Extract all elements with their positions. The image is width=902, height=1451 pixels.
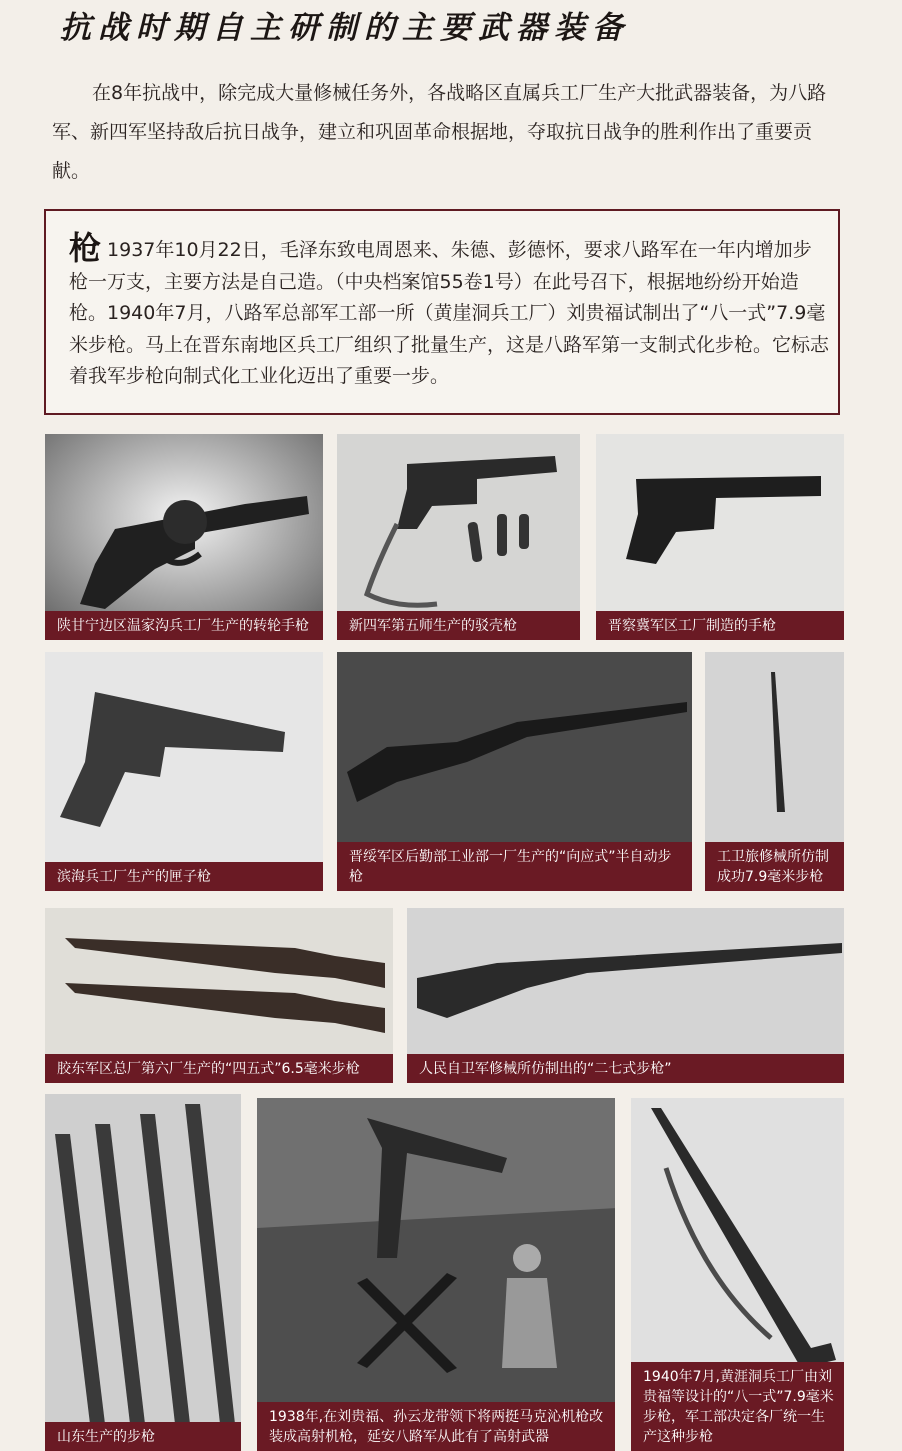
photo-caption: 陕甘宁边区温家沟兵工厂生产的转轮手枪 xyxy=(45,611,323,640)
photo-type81-rifle xyxy=(631,1098,844,1451)
photo-caption: 人民自卫军修械所仿制出的“二七式步枪” xyxy=(407,1054,844,1083)
section-heading: 枪 xyxy=(69,229,102,267)
photo-caption: 1940年7月,黄涯洞兵工厂由刘贵福等设计的“八一式”7.9毫米步枪，军工部决定各厂统一生产这种步枪 xyxy=(631,1362,844,1451)
photo-caption: 新四军第五师生产的驳壳枪 xyxy=(337,611,580,640)
photo-caption: 胶东军区总厂第六厂生产的“四五式”6.5毫米步枪 xyxy=(45,1054,393,1083)
photo-xiangying-rifle xyxy=(337,652,692,891)
photo-caption: 晋察冀军区工厂制造的手枪 xyxy=(596,611,844,640)
photo-caption: 滨海兵工厂生产的匣子枪 xyxy=(45,862,323,891)
photo-caption: 工卫旅修械所仿制成功7.9毫米步枪 xyxy=(705,842,844,891)
photo-revolver xyxy=(45,434,323,640)
anti-aircraft-mg-image xyxy=(257,1098,615,1451)
photo-type27-rifle xyxy=(407,908,844,1083)
intro-paragraph: 在8年抗战中，除完成大量修械任务外，各战略区直属兵工厂生产大批武器装备，为八路军、新四军坚持敌后抗日战争，建立和巩固革命根据地，夺取抗日战争的胜利作出了重要贡献。 xyxy=(52,82,827,182)
photo-jinchaji-pistol xyxy=(596,434,844,640)
revolver-image xyxy=(45,434,323,640)
photo-mauser-pistol xyxy=(337,434,580,640)
shandong-rifles-image xyxy=(45,1094,241,1451)
gun-section-box xyxy=(44,209,840,415)
gun-section-text-block xyxy=(69,229,830,393)
mauser-pistol-image xyxy=(337,434,580,640)
page-title: 抗战时期自主研制的主要武器装备 xyxy=(60,10,630,46)
photo-anti-aircraft-mg xyxy=(257,1098,615,1451)
photo-shandong-rifles xyxy=(45,1094,241,1451)
box-cannon-image xyxy=(45,652,323,891)
jinchaji-pistol-image xyxy=(596,434,844,640)
photo-caption: 山东生产的步枪 xyxy=(45,1422,241,1451)
photo-box-cannon xyxy=(45,652,323,891)
photo-caption: 晋绥军区后勤部工业部一厂生产的“向应式”半自动步枪 xyxy=(337,842,692,891)
section-text: 1937年10月22日，毛泽东致电周恩来、朱德、彭德怀，要求八路军在一年内增加步枪一万支，主要方法是自己造。（中央档案馆55卷1号）在此号召下，根据地纷纷开始造枪。1940年7月，八路军总部军工部一所（黄崖洞兵工厂）刘贵福试制出了“八一式”7.9毫米步枪。马上在晋东南地区兵工厂组织了批量生产，这是八路军第一支制式化步枪。它标志着我军步枪向制式化工业化迈出了重要一步。 xyxy=(69,239,830,387)
photo-type45-rifles xyxy=(45,908,393,1083)
photo-caption: 1938年,在刘贵福、孙云龙带领下将两挺马克沁机枪改装成高射机枪，延安八路军从此有了高射武器 xyxy=(257,1402,615,1451)
photo-gongwei-rifle xyxy=(705,652,844,891)
